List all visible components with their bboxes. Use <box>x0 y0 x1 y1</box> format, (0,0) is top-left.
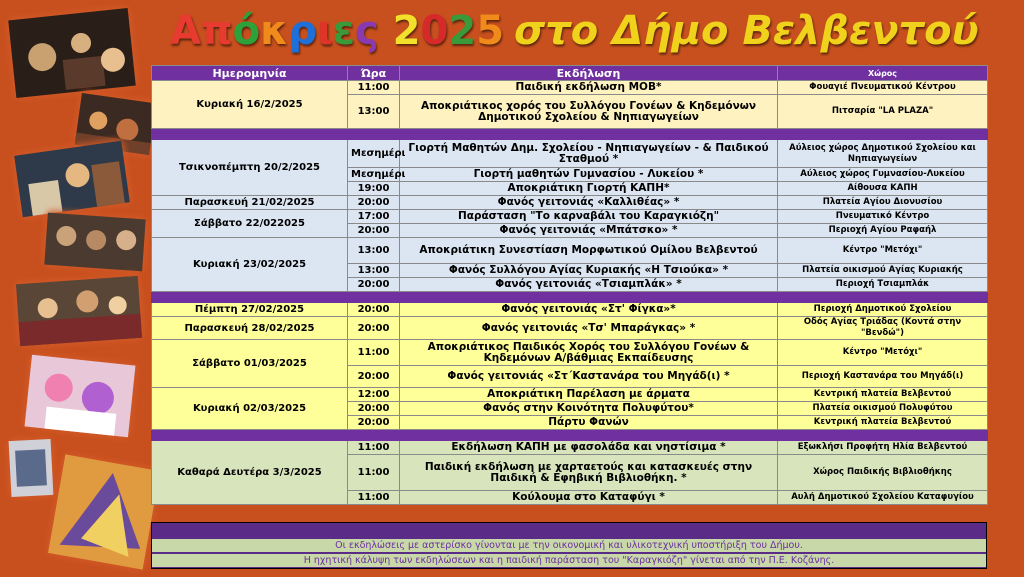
header-event: Εκδήλωση <box>400 66 778 81</box>
event-cell: Φανός γειτονιάς «Στ΄Καστανάρα του Μηγάδ(ι) * <box>400 366 778 388</box>
date-cell: Παρασκευή 28/02/2025 <box>152 317 348 340</box>
time-cell: 20:00 <box>348 278 400 292</box>
table-row <box>152 140 988 168</box>
separator-row <box>152 129 988 140</box>
venue-cell: Αύλειος χώρος Δημοτικού Σχολείου και Νηπιαγωγείων <box>778 140 988 168</box>
time-cell: 11:00 <box>348 81 400 95</box>
date-cell: Κυριακή 16/2/2025 <box>152 81 348 129</box>
time-cell: 20:00 <box>348 224 400 238</box>
event-cell: Φανός γειτονιάς «Καλλιθέας» * <box>400 196 778 210</box>
date-cell: Σάββατο 22/022025 <box>152 210 348 238</box>
title-letter: π <box>200 8 233 54</box>
venue-cell: Κεντρική πλατεία Βελβεντού <box>778 388 988 402</box>
time-cell: 20:00 <box>348 402 400 416</box>
event-cell: Γιορτή Μαθητών Δημ. Σχολείου - Νηπιαγωγείων - & Παιδικού Σταθμού * <box>400 140 778 168</box>
event-cell: Φανός γειτονιάς «Τσιαμπλάκ» * <box>400 278 778 292</box>
footer-notes <box>151 522 987 569</box>
table-row <box>152 388 988 402</box>
event-cell: Εκδήλωση ΚΑΠΗ με φασολάδα και νηστίσιμα * <box>400 441 778 455</box>
event-cell: Παιδική εκδήλωση MOB* <box>400 81 778 95</box>
table-row <box>152 303 988 317</box>
header-venue: Χώρος <box>778 66 988 81</box>
time-cell: 20:00 <box>348 416 400 430</box>
event-cell: Φανός γειτονιάς «Τσ' Μπαράγκας» * <box>400 317 778 340</box>
page-title <box>170 8 1010 56</box>
time-cell: 20:00 <box>348 303 400 317</box>
venue-cell: Φουαγιέ Πνευματικού Κέντρου <box>778 81 988 95</box>
time-cell: Μεσημέρι <box>348 168 400 182</box>
date-cell: Σάββατο 01/03/2025 <box>152 340 348 388</box>
title-letter <box>379 8 393 54</box>
venue-cell: Πλατεία Αγίου Διονυσίου <box>778 196 988 210</box>
time-cell: 13:00 <box>348 95 400 129</box>
event-cell: Φανός Συλλόγου Αγίας Κυριακής «Η Τσιούκα» * <box>400 264 778 278</box>
venue-cell: Χώρος Παιδικής Βιβλιοθήκης <box>778 455 988 491</box>
separator-row <box>152 430 988 441</box>
event-cell: Παιδική εκδήλωση με χαρταετούς και κατασκευές στην Παιδική & Εφηβική Βιβλιοθήκη. * <box>400 455 778 491</box>
carnival-photo-5 <box>16 276 142 346</box>
event-cell: Κούλουμα στο Καταφύγι * <box>400 491 778 505</box>
table-row <box>152 441 988 455</box>
table-row <box>152 81 988 95</box>
event-cell: Αποκριάτικη Συνεστίαση Μορφωτικού Ομίλου Βελβεντού <box>400 238 778 264</box>
date-cell: Κυριακή 02/03/2025 <box>152 388 348 430</box>
date-cell: Κυριακή 23/02/2025 <box>152 238 348 292</box>
title-letter: ς <box>355 8 379 54</box>
event-cell: Παράσταση "Το καρναβάλι του Καραγκιόζη" <box>400 210 778 224</box>
event-cell: Αποκριάτικη Παρέλαση με άρματα <box>400 388 778 402</box>
time-cell: 11:00 <box>348 441 400 455</box>
venue-cell: Περιοχή Καστανάρα του Μηγάδ(ι) <box>778 366 988 388</box>
note-sound: Η ηχητική κάλυψη των εκδηλώσεων και η παιδική παράσταση του "Καραγκιόζη" γίνεται από την Π.Ε. Κοζάνης. <box>152 554 986 567</box>
venue-cell: Περιοχή Τσιαμπλάκ <box>778 278 988 292</box>
time-cell: 11:00 <box>348 340 400 366</box>
time-cell: 20:00 <box>348 196 400 210</box>
event-cell: Φανός στην Κοινότητα Πολυφύτου* <box>400 402 778 416</box>
date-cell: Καθαρά Δευτέρα 3/3/2025 <box>152 441 348 505</box>
carnival-photo-4 <box>44 213 145 272</box>
carnival-photo-7 <box>9 439 54 497</box>
schedule-table <box>151 65 988 505</box>
table-row <box>152 238 988 264</box>
title-rest: στο Δήμο Βελβεντού <box>514 8 979 54</box>
carnival-photo-8 <box>48 454 160 569</box>
date-cell: Τσικνοπέμπτη 20/2/2025 <box>152 140 348 196</box>
title-letter: 2 <box>392 8 421 54</box>
time-cell: 11:00 <box>348 455 400 491</box>
table-header-row <box>152 66 988 81</box>
carnival-photo-1 <box>8 8 135 98</box>
venue-cell: Κέντρο "Μετόχι" <box>778 340 988 366</box>
venue-cell: Πνευματικό Κέντρο <box>778 210 988 224</box>
event-cell: Πάρτυ Φανών <box>400 416 778 430</box>
time-cell: Μεσημέρι <box>348 140 400 168</box>
venue-cell: Περιοχή Δημοτικού Σχολείου <box>778 303 988 317</box>
title-letter: 2 <box>448 8 477 54</box>
date-cell: Πέμπτη 27/02/2025 <box>152 303 348 317</box>
title-letter: Α <box>170 8 201 54</box>
time-cell: 20:00 <box>348 317 400 340</box>
venue-cell: Οδός Αγίας Τριάδας (Κοντά στην "Βενδώ") <box>778 317 988 340</box>
event-cell: Γιορτή μαθητών Γυμνασίου - Λυκείου * <box>400 168 778 182</box>
separator-row <box>152 292 988 303</box>
title-colored-letters <box>170 8 504 54</box>
time-cell: 19:00 <box>348 182 400 196</box>
venue-cell: Πιτσαρία "LA PLAZA" <box>778 95 988 129</box>
venue-cell: Κεντρική πλατεία Βελβεντού <box>778 416 988 430</box>
carnival-photo-3 <box>14 141 130 217</box>
time-cell: 20:00 <box>348 366 400 388</box>
venue-cell: Πλατεία οικισμού Πολυφύτου <box>778 402 988 416</box>
venue-cell: Αίθουσα ΚΑΠΗ <box>778 182 988 196</box>
note-asterisk: Οι εκδηλώσεις με αστερίσκο γίνονται με την οικονομική και υλικοτεχνική υποστήριξη του Δήμου. <box>152 539 986 552</box>
time-cell: 13:00 <box>348 264 400 278</box>
event-cell: Αποκριάτικος Παιδικός Χορός του Συλλόγου Γονέων & Κηδεμόνων Α/βάθμιας Εκπαίδευσης <box>400 340 778 366</box>
header-time: Ώρα <box>348 66 400 81</box>
event-cell: Αποκριάτικη Γιορτή ΚΑΠΗ* <box>400 182 778 196</box>
venue-cell: Κέντρο "Μετόχι" <box>778 238 988 264</box>
title-letter: 0 <box>420 8 449 54</box>
table-row <box>152 196 988 210</box>
title-letter: ι <box>317 8 333 54</box>
event-cell: Αποκριάτικος χορός του Συλλόγου Γονέων & Κηδεμόνων Δημοτικού Σχολείου & Νηπιαγωγείων <box>400 95 778 129</box>
title-letter: ε <box>332 8 356 54</box>
time-cell: 17:00 <box>348 210 400 224</box>
event-cell: Φανός γειτονιάς «Στ' Φίγκα»* <box>400 303 778 317</box>
carnival-photo-6 <box>25 355 136 437</box>
table-row <box>152 340 988 366</box>
title-letter: ρ <box>288 8 318 54</box>
venue-cell: Αύλειος χώρος Γυμνασίου-Λυκείου <box>778 168 988 182</box>
venue-cell: Πλατεία οικισμού Αγίας Κυριακής <box>778 264 988 278</box>
table-row <box>152 317 988 340</box>
photo-collage <box>0 0 160 577</box>
time-cell: 12:00 <box>348 388 400 402</box>
venue-cell: Εξωκλήσι Προφήτη Ηλία Βελβεντού <box>778 441 988 455</box>
title-letter: κ <box>260 8 289 54</box>
title-letter: ό <box>232 8 261 54</box>
header-date: Ημερομηνία <box>152 66 348 81</box>
date-cell: Παρασκευή 21/02/2025 <box>152 196 348 210</box>
time-cell: 11:00 <box>348 491 400 505</box>
title-letter: 5 <box>476 8 505 54</box>
venue-cell: Αυλή Δημοτικού Σχολείου Καταφυγίου <box>778 491 988 505</box>
event-cell: Φανός γειτονιάς «Μπάτσκο» * <box>400 224 778 238</box>
venue-cell: Περιοχή Αγίου Ραφαήλ <box>778 224 988 238</box>
table-row <box>152 210 988 224</box>
time-cell: 13:00 <box>348 238 400 264</box>
